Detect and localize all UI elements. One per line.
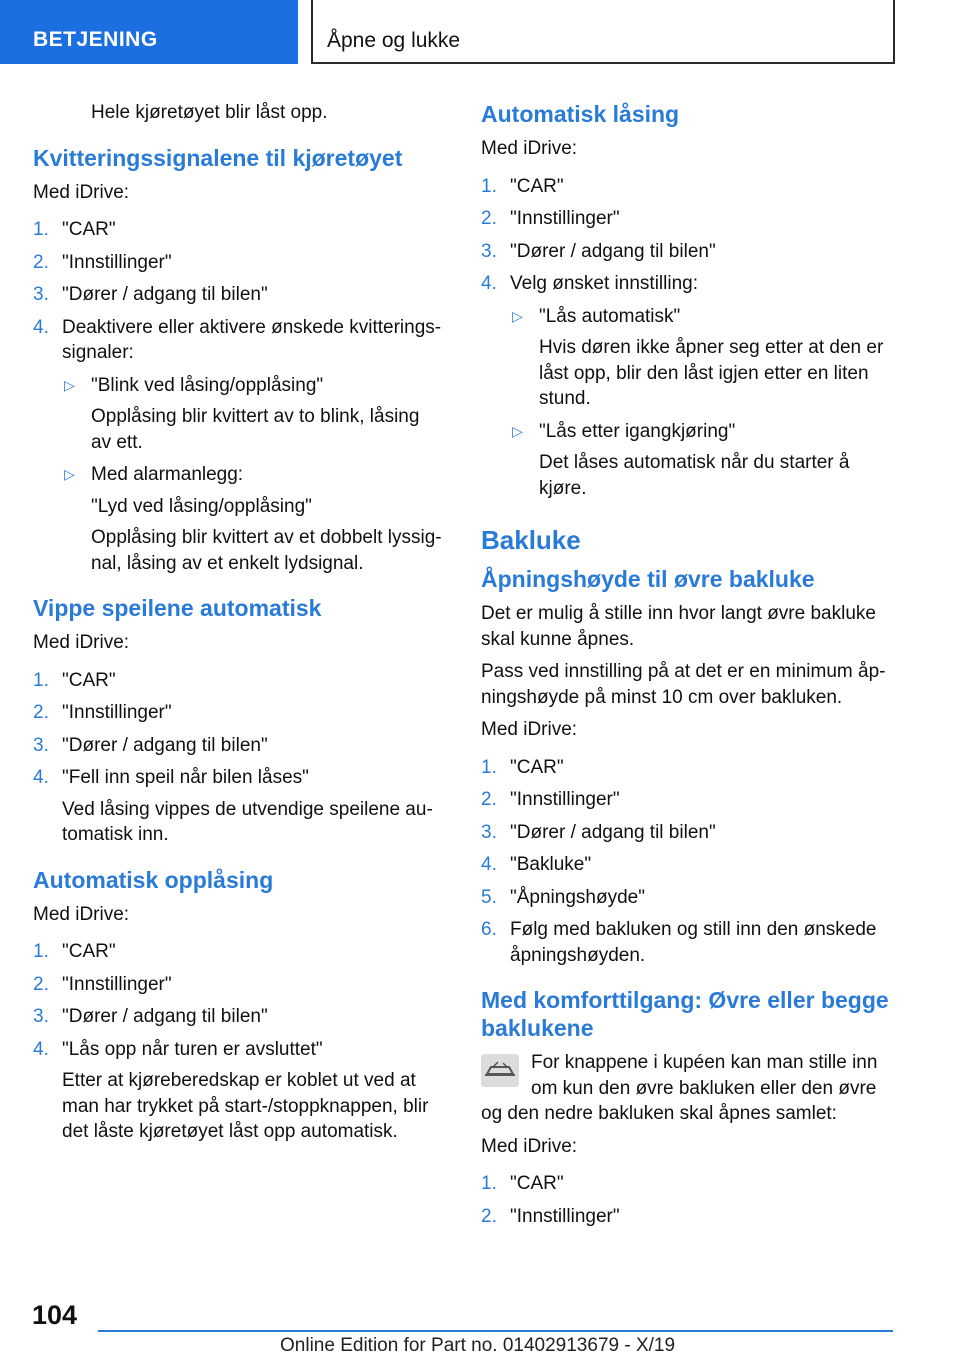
paragraph: Pass ved innstilling på at det er en minimum åpningshøyde på minst 10 cm over bakluken. [481, 661, 886, 708]
sub-options [62, 373, 443, 577]
list-item: 3. "Dører / adgang til bilen" [481, 240, 716, 262]
sub-item: ▷ "Blink ved låsing/opplåsing" Opplåsing blir kvittert av to blink, låsing av ett. [62, 373, 443, 456]
steps-komforttilgang [481, 1171, 891, 1229]
list-item: 6. Følg med bakluken og still inn den ønskede åpningshøyden. [481, 919, 877, 966]
sub-detail: Hvis døren ikke åpner seg etter at den er låst opp, blir den låst igjen etter en liten stund. [539, 337, 884, 409]
triangle-bullet-icon: ▷ [512, 307, 523, 324]
sub-options [510, 304, 891, 502]
with-idrive: Med iDrive: [481, 719, 578, 740]
sub-detail: "Lyd ved låsing/opplåsing" [91, 495, 312, 517]
with-idrive: Med iDrive: [33, 903, 130, 925]
sub-item: ▷ "Lås automatisk" Hvis døren ikke åpner seg etter at den er låst opp, blir den låst igjen etter en liten stund. [510, 304, 891, 412]
list-item: 4. "Fell inn speil når bilen låses" Ved låsing vippes de utvendige speilene automatisk inn. [33, 765, 443, 848]
right-column [481, 100, 891, 1236]
list-item: 4. "Bakluke" [481, 854, 592, 875]
triangle-bullet-icon: ▷ [512, 422, 523, 439]
list-item: 2. "Innstillinger" [481, 789, 620, 810]
list-item: 1. "CAR" [33, 669, 116, 691]
header-section-label: BETJENING [33, 28, 158, 51]
heading-opplasing: Automatisk opplåsing [33, 866, 274, 893]
steps-lasing [481, 174, 891, 502]
list-item: 4. Velg ønsket innstilling: ▷ "Lås automatisk" Hvis døren ikke åpner seg etter at den er låst opp, blir den låst igjen etter en liten stund. ▷ "Lås etter igangkjøring" Det låses automatisk når du starter å kjøre. [481, 271, 891, 501]
heading-apningshoyde: Åpningshøyde til øvre bakluke [481, 566, 815, 592]
list-item: 3. "Dører / adgang til bilen" [481, 821, 716, 843]
heading-kvittering: Kvitteringssignalene til kjøretøyet [33, 144, 403, 171]
list-item: 3. "Dører / adgang til bilen" [33, 284, 268, 305]
triangle-bullet-icon: ▷ [64, 466, 75, 482]
header-title: Åpne og lukke [327, 29, 461, 52]
heading-bakluke: Bakluke [481, 525, 581, 555]
list-item: 5. "Åpningshøyde" [481, 886, 645, 908]
with-idrive: Med iDrive: [33, 181, 130, 203]
left-column [33, 100, 443, 1152]
with-idrive: Med iDrive: [481, 138, 578, 159]
footer-edition: Online Edition for Part no. 01402913679 - X/19 [280, 1335, 676, 1356]
page-number: 104 [32, 1300, 78, 1330]
heading-lasing: Automatisk låsing [481, 101, 680, 127]
step-detail: Ved låsing vippes de utvendige speilene automatisk inn. [62, 798, 433, 845]
header-title-box [311, 0, 895, 64]
steps-kvittering [33, 217, 443, 576]
list-item: 4. Deaktivere eller aktivere ønskede kvitteringssignaler: ▷ "Blink ved låsing/opplåsing" Opplåsing blir kvittert av to blink, låsing av ett. ▷ Med alarmanlegg: "Lyd ved låsing/opplåsing" Opplåsing blir kvittert av et dobbelt lyssignal, låsing av et enkelt lydsignal. [33, 315, 443, 577]
sub-detail: Opplåsing blir kvittert av to blink, låsing av ett. [91, 406, 420, 453]
list-item: 1. "CAR" [481, 175, 564, 197]
steps-speil [33, 668, 443, 848]
sub-detail: Det låses automatisk når du starter å kjøre. [539, 452, 850, 499]
list-item: 1. "CAR" [33, 219, 116, 240]
list-item: 2. "Innstillinger" [481, 1205, 620, 1227]
list-item: 2. "Innstillinger" [481, 208, 620, 229]
list-item: 3. "Dører / adgang til bilen" [33, 1006, 268, 1027]
steps-apningshoyde [481, 755, 891, 969]
with-idrive: Med iDrive: [33, 632, 130, 653]
heading-komforttilgang: Med komforttilgang: Øvre eller begge baklukene [481, 987, 889, 1041]
list-item: 1. "CAR" [481, 756, 564, 778]
list-item: 4. "Lås opp når turen er avsluttet" Etter at kjøreberedskap er koblet ut ved at man har trykket på start-/stoppknappen, blir det låste kjøretøyet låst opp automatisk. [33, 1037, 443, 1145]
list-item: 3. "Dører / adgang til bilen" [33, 734, 268, 756]
paragraph: Det er mulig å stille inn hvor langt øvre bakluke skal kunne åpnes. [481, 603, 876, 650]
sub-item: ▷ Med alarmanlegg: "Lyd ved låsing/opplåsing" Opplåsing blir kvittert av et dobbelt lyssignal, låsing av et enkelt lydsignal. [62, 462, 443, 576]
footer-divider [98, 1330, 893, 1332]
intro-text: Hele kjøretøyet blir låst opp. [91, 102, 328, 123]
header-section-tab [0, 0, 298, 64]
list-item: 1. "CAR" [481, 1173, 564, 1194]
sub-item: ▷ "Lås etter igangkjøring" Det låses automatisk når du starter å kjøre. [510, 419, 891, 502]
list-item: 2. "Innstillinger" [33, 251, 172, 273]
comfort-access-car-icon [481, 1054, 519, 1087]
sub-detail: Opplåsing blir kvittert av et dobbelt lyssignal, låsing av et enkelt lydsignal. [91, 527, 442, 574]
list-item: 1. "CAR" [33, 941, 116, 962]
paragraph-with-icon: For knappene i kupéen kan man stille inn om kun den øvre bakluken eller den øvre og den nedre bakluken skal åpnes samlet: [481, 1052, 878, 1124]
step-detail: Etter at kjøreberedskap er koblet ut ved at man har trykket på start-/stoppknappen, blir det låste kjøretøyet låst opp automatisk. [62, 1070, 429, 1142]
triangle-bullet-icon: ▷ [64, 376, 75, 393]
list-item: 2. "Innstillinger" [33, 973, 172, 995]
list-item: 2. "Innstillinger" [33, 702, 172, 723]
heading-speil: Vippe speilene automatisk [33, 595, 322, 621]
with-idrive: Med iDrive: [481, 1135, 578, 1157]
steps-opplasing [33, 939, 443, 1145]
